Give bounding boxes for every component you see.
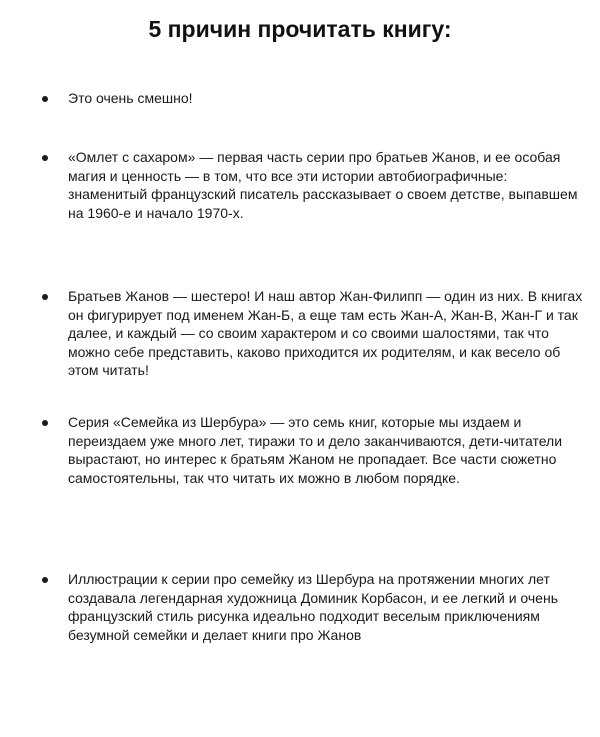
bullet-icon — [42, 96, 48, 102]
reason-text: Братьев Жанов — шестеро! И наш автор Жан-Филипп — один из них. В книгах он фигурирует под именем Жан-Б, а еще там есть Жан-А, Жан-В, Жан-Г и так далее, и каждый — со своим характером и со своими шалостями, так что можно себе представить, каково приходится их родителям, и как весело об этом читать! — [68, 288, 583, 378]
bullet-icon — [42, 155, 48, 161]
reason-text: Серия «Семейка из Шербура» — это семь книг, которые мы издаем и переиздаем уже много лет, тиражи то и дело заканчиваются, дети-читатели вырастают, но интерес к братьям Жаном не пропадает. Все части сюжетно самостоятельны, так что читать их можно в любом порядке. — [68, 414, 563, 486]
list-item — [68, 570, 588, 644]
reason-text: Это очень смешно! — [68, 90, 193, 106]
list-item — [68, 413, 588, 487]
bullet-icon — [42, 294, 48, 300]
reason-text: Иллюстрации к серии про семейку из Шербура на протяжении многих лет создавала легендарная художница Доминик Корбасон, и ее легкий и очень французский стиль рисунка идеально подходит веселым приключениям безумной семейки и делает книги про Жанов — [68, 571, 558, 643]
bullet-icon — [42, 577, 48, 583]
list-item — [68, 287, 588, 380]
page-title: 5 причин прочитать книгу: — [148, 16, 452, 42]
list-item — [68, 148, 588, 222]
list-item — [68, 89, 588, 108]
bullet-icon — [42, 420, 48, 426]
reason-text: «Омлет с сахаром» — первая часть серии про братьев Жанов, и ее особая магия и ценность — в том, что все эти истории автобиографичные: знаменитый французский писатель рассказывает о своем детстве, выпавшем на 1960-е и начало 1970-х. — [68, 149, 578, 221]
